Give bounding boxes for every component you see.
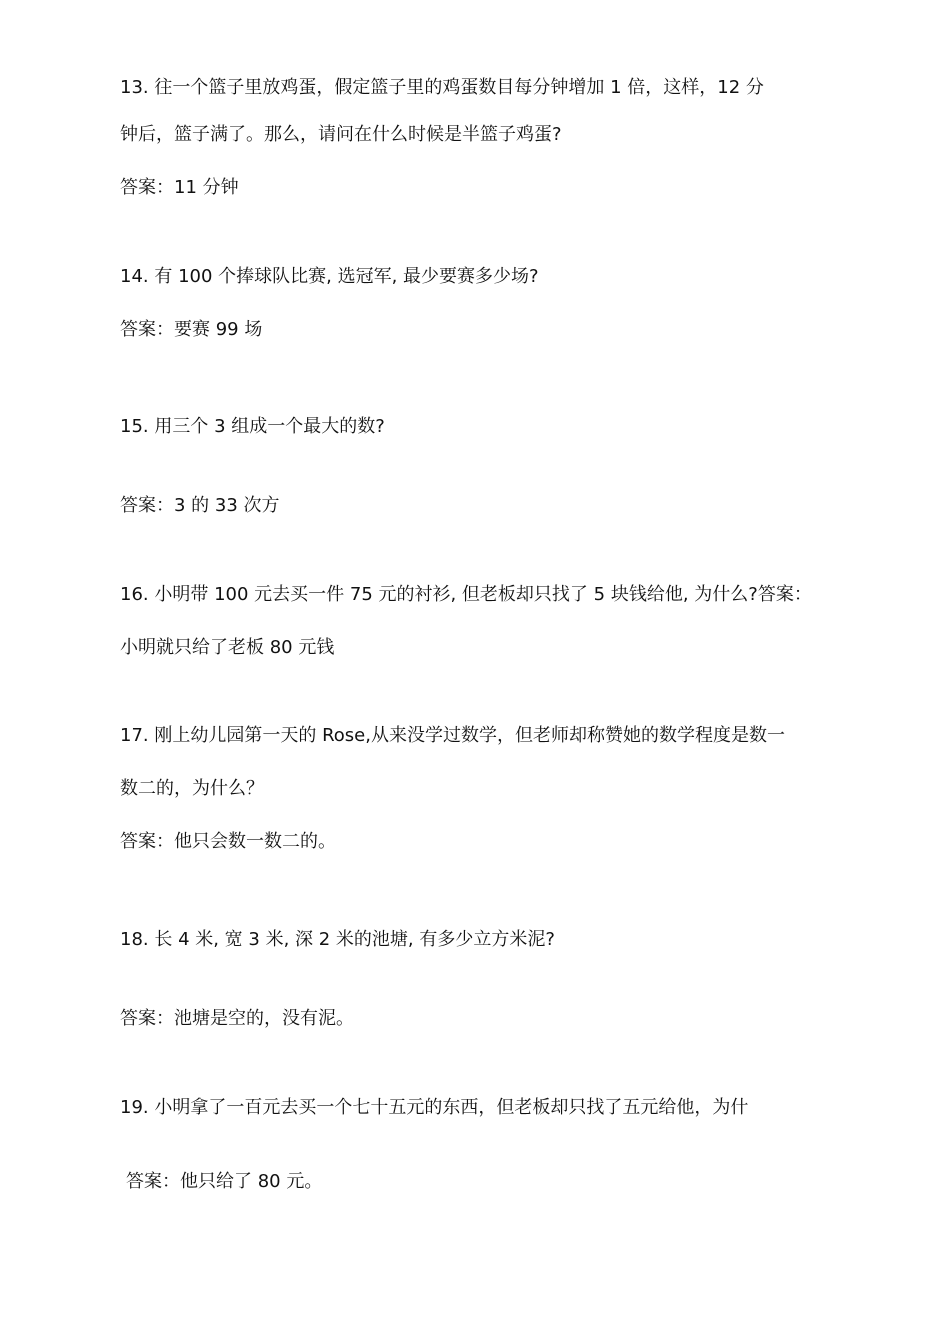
- answer-13: 答案：11 分钟: [120, 177, 239, 198]
- answer-19: 答案：他只给了 80 元。: [126, 1171, 323, 1192]
- answer-16: 小明就只给了老板 80 元钱: [120, 637, 335, 658]
- question-15-line-1: 15. 用三个 3 组成一个最大的数?: [120, 416, 385, 437]
- question-17-line-2: 数二的，为什么？: [120, 778, 264, 799]
- question-16-line-1: 16. 小明带 100 元去买一件 75 元的衬衫, 但老板却只找了 5 块钱给他, 为什么?答案：: [120, 584, 812, 605]
- question-17-line-1: 17. 刚上幼儿园第一天的 Rose,从来没学过数学，但老师却称赞她的数学程度是数一: [120, 725, 785, 746]
- question-13-line-1: 13. 往一个篮子里放鸡蛋，假定篮子里的鸡蛋数目每分钟增加 1 倍，这样，12 分: [120, 77, 764, 98]
- question-14-line-1: 14. 有 100 个捧球队比赛, 选冠军, 最少要赛多少场?: [120, 266, 539, 287]
- answer-15: 答案：3 的 33 次方: [120, 495, 280, 516]
- answer-14: 答案：要赛 99 场: [120, 319, 263, 340]
- answer-17: 答案：他只会数一数二的。: [120, 831, 336, 852]
- question-18-line-1: 18. 长 4 米, 宽 3 米, 深 2 米的池塘, 有多少立方米泥?: [120, 929, 555, 950]
- question-19-line-1: 19. 小明拿了一百元去买一个七十五元的东西，但老板却只找了五元给他，为什: [120, 1097, 749, 1118]
- question-13-line-2: 钟后，篮子满了。那么，请问在什么时候是半篮子鸡蛋?: [120, 124, 562, 145]
- answer-18: 答案：池塘是空的，没有泥。: [120, 1008, 354, 1029]
